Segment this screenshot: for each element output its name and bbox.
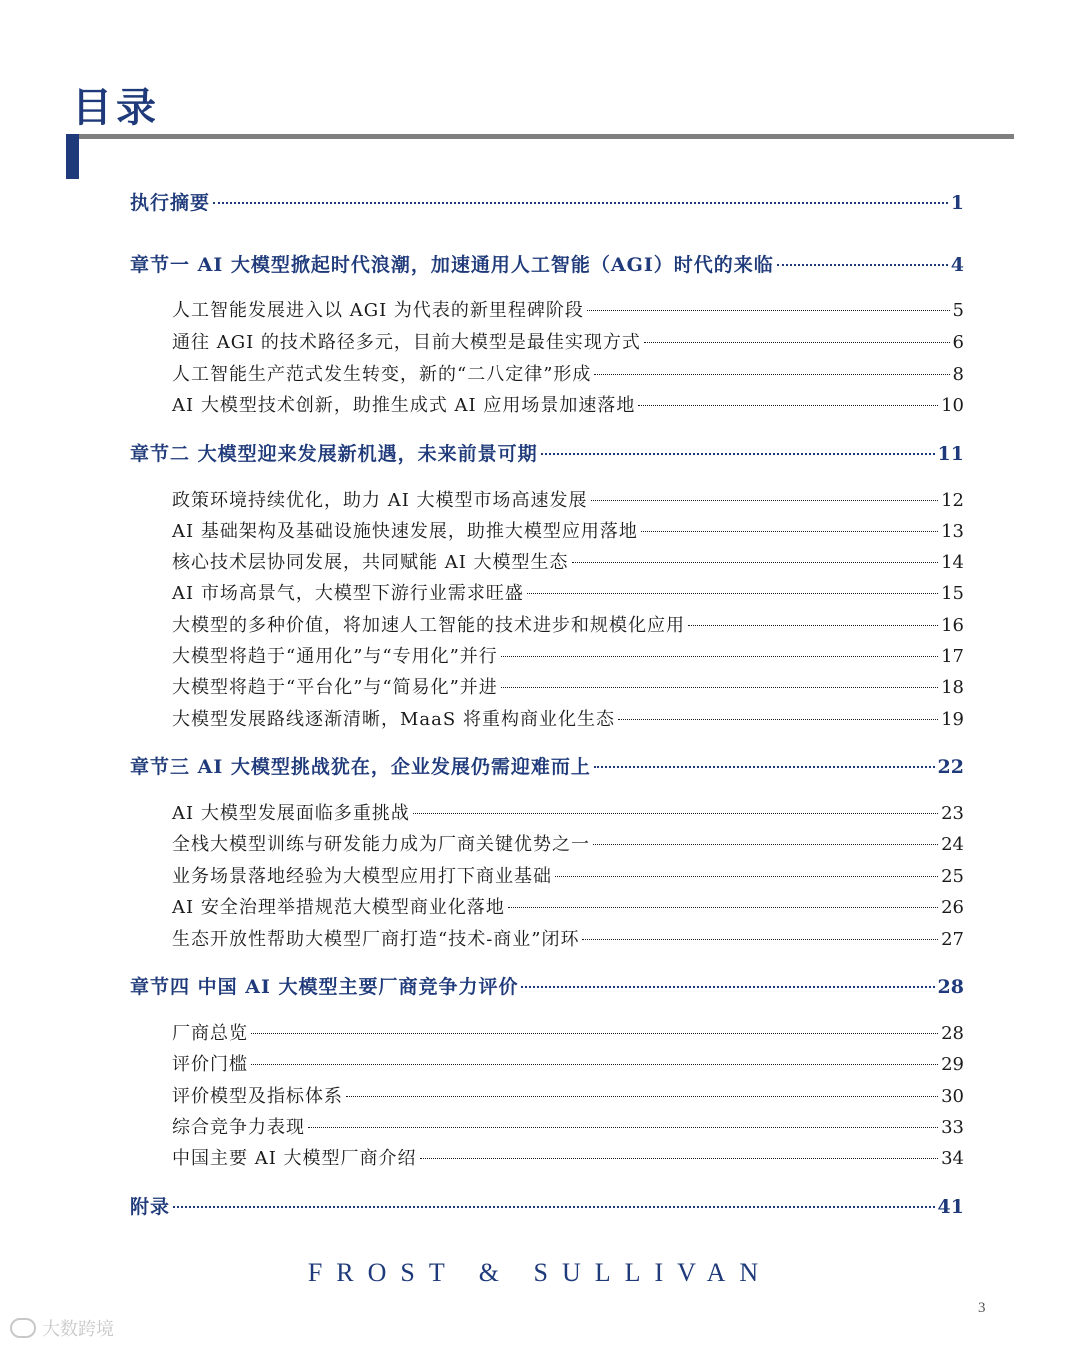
dot-leader: [173, 1206, 935, 1208]
toc-entry-page: 22: [937, 756, 964, 778]
toc-entry-page: 28: [937, 976, 964, 998]
toc-entry-label: 大模型将趋于“平台化”与“简易化”并进: [172, 677, 498, 698]
watermark-text: 大数跨境: [42, 1319, 114, 1340]
dot-leader: [251, 1064, 938, 1065]
dot-leader: [594, 374, 949, 375]
toc-entry[interactable]: [172, 1113, 964, 1139]
toc-entry-label: 全栈大模型训练与研发能力成为厂商关键优势之一: [172, 834, 590, 855]
toc-entry[interactable]: [172, 1082, 964, 1108]
toc-entry[interactable]: [130, 188, 964, 215]
dot-leader: [582, 939, 938, 940]
dot-leader: [541, 453, 935, 455]
toc-entry[interactable]: [172, 517, 964, 543]
toc-entry-page: 18: [941, 677, 964, 698]
toc-entry[interactable]: [172, 1019, 964, 1045]
dot-leader: [420, 1158, 939, 1159]
dot-leader: [527, 593, 938, 594]
toc-entry-page: 34: [941, 1148, 964, 1169]
dot-leader: [508, 907, 938, 908]
dot-leader: [638, 405, 938, 406]
toc-entry-label: 中国主要 AI 大模型厂商介绍: [172, 1148, 417, 1169]
toc-entry-page: 6: [952, 332, 964, 353]
dot-leader: [593, 844, 938, 845]
toc-entry[interactable]: [172, 862, 964, 888]
toc-entry-label: AI 大模型发展面临多重挑战: [172, 803, 410, 824]
toc-entry-label: 生态开放性帮助大模型厂商打造“技术-商业”闭环: [172, 929, 580, 950]
toc-entry-label: 业务场景落地经验为大模型应用打下商业基础: [172, 866, 552, 887]
toc-entry-label: 执行摘要: [130, 192, 211, 214]
dot-leader: [346, 1096, 938, 1097]
toc-entry[interactable]: [172, 925, 964, 951]
toc-entry-label: 通往 AGI 的技术路径多元，目前大模型是最佳实现方式: [172, 332, 641, 353]
page-number: 3: [978, 1300, 986, 1316]
toc-entry-label: 政策环境持续优化，助力 AI 大模型市场高速发展: [172, 490, 588, 511]
toc-entry-page: 27: [941, 929, 964, 950]
toc-entry-page: 8: [952, 364, 964, 385]
toc-entry-page: 11: [937, 443, 964, 465]
toc-entry-label: 大模型将趋于“通用化”与“专用化”并行: [172, 646, 498, 667]
toc-entry[interactable]: [172, 391, 964, 417]
toc-entry-page: 15: [941, 583, 964, 604]
dot-leader: [594, 766, 935, 768]
toc-entry[interactable]: [130, 1192, 964, 1219]
toc-entry[interactable]: [172, 1144, 964, 1170]
toc-entry[interactable]: [172, 360, 964, 386]
toc-entry-label: AI 大模型技术创新，助推生成式 AI 应用场景加速落地: [172, 395, 636, 416]
toc-entry-page: 19: [941, 709, 964, 730]
toc-entry-label: 章节二 大模型迎来发展新机遇，未来前景可期: [130, 443, 538, 465]
toc-entry[interactable]: [172, 328, 964, 354]
toc-entry-page: 23: [941, 803, 964, 824]
dot-leader: [641, 531, 938, 532]
toc-entry-label: 章节一 AI 大模型掀起时代浪潮，加速通用人工智能（AGI）时代的来临: [130, 254, 774, 276]
toc-entry-page: 28: [941, 1023, 964, 1044]
frost-sullivan-logo: FROST & SULLIVAN: [307, 1258, 773, 1287]
dot-leader: [644, 342, 950, 343]
toc-entry-page: 25: [941, 866, 964, 887]
toc-entry-label: 大模型发展路线逐渐清晰，MaaS 将重构商业化生态: [172, 709, 615, 730]
toc-entry-page: 5: [952, 300, 964, 321]
toc-entry-label: 核心技术层协同发展，共同赋能 AI 大模型生态: [172, 552, 569, 573]
toc-entry[interactable]: [130, 972, 964, 999]
toc-entry-page: 12: [941, 490, 964, 511]
toc-entry-label: 人工智能发展进入以 AGI 为代表的新里程碑阶段: [172, 300, 584, 321]
toc-entry[interactable]: [172, 1050, 964, 1076]
toc-entry-page: 14: [941, 552, 964, 573]
dot-leader: [618, 719, 938, 720]
dot-leader: [501, 656, 938, 657]
toc-entry[interactable]: [172, 642, 964, 668]
toc-entry-label: 章节三 AI 大模型挑战犹在，企业发展仍需迎难而上: [130, 756, 591, 778]
toc-entry-page: 30: [941, 1086, 964, 1107]
toc-entry[interactable]: [172, 486, 964, 512]
dot-leader: [413, 813, 938, 814]
toc-entry-page: 4: [950, 254, 964, 276]
toc-entry-page: 10: [941, 395, 964, 416]
toc-entry-page: 17: [941, 646, 964, 667]
toc-entry-page: 41: [937, 1196, 964, 1218]
toc-entry-page: 16: [941, 615, 964, 636]
toc-entry[interactable]: [130, 439, 964, 466]
toc-entry[interactable]: [172, 830, 964, 856]
toc-entry[interactable]: [172, 548, 964, 574]
toc-entry-page: 1: [950, 192, 964, 214]
toc-entry-label: 人工智能生产范式发生转变，新的“二八定律”形成: [172, 364, 592, 385]
dot-leader: [555, 876, 938, 877]
page-title: 目录: [72, 84, 160, 131]
toc-entry-page: 33: [941, 1117, 964, 1138]
toc-entry-page: 29: [941, 1054, 964, 1075]
toc-entry-page: 13: [941, 521, 964, 542]
toc-entry-label: 大模型的多种价值，将加速人工智能的技术进步和规模化应用: [172, 615, 685, 636]
dot-leader: [572, 562, 939, 563]
dot-leader: [688, 625, 938, 626]
toc-entry[interactable]: [130, 752, 964, 779]
toc-entry-label: 章节四 中国 AI 大模型主要厂商竞争力评价: [130, 976, 519, 998]
toc-entry[interactable]: [130, 250, 964, 277]
toc-entry-label: 评价模型及指标体系: [172, 1086, 343, 1107]
toc-entry[interactable]: [172, 893, 964, 919]
dot-leader: [213, 202, 948, 204]
toc-entry[interactable]: [172, 705, 964, 731]
toc-entry-label: AI 安全治理举措规范大模型商业化落地: [172, 897, 505, 918]
toc-entry-label: AI 市场高景气，大模型下游行业需求旺盛: [172, 583, 524, 604]
toc-entry[interactable]: [172, 611, 964, 637]
dot-leader: [591, 500, 939, 501]
dot-leader: [251, 1033, 938, 1034]
toc-entry-page: 24: [941, 834, 964, 855]
toc-entry[interactable]: [172, 579, 964, 605]
watermark: [10, 1315, 114, 1341]
toc-entry[interactable]: [172, 673, 964, 699]
watermark-logo-icon: [10, 1318, 36, 1338]
dot-leader: [521, 986, 934, 988]
toc-entry-label: 附录: [130, 1196, 171, 1218]
dot-leader: [501, 687, 938, 688]
toc-entry-label: 厂商总览: [172, 1023, 248, 1044]
toc-entry-page: 26: [941, 897, 964, 918]
dot-leader: [308, 1127, 938, 1128]
toc-entry-label: AI 基础架构及基础设施快速发展，助推大模型应用落地: [172, 521, 638, 542]
toc-entry-label: 综合竞争力表现: [172, 1117, 305, 1138]
toc-entry[interactable]: [172, 296, 964, 322]
dot-leader: [587, 310, 950, 311]
toc-entry[interactable]: [172, 799, 964, 825]
toc-entry-label: 评价门槛: [172, 1054, 248, 1075]
dot-leader: [777, 264, 948, 266]
